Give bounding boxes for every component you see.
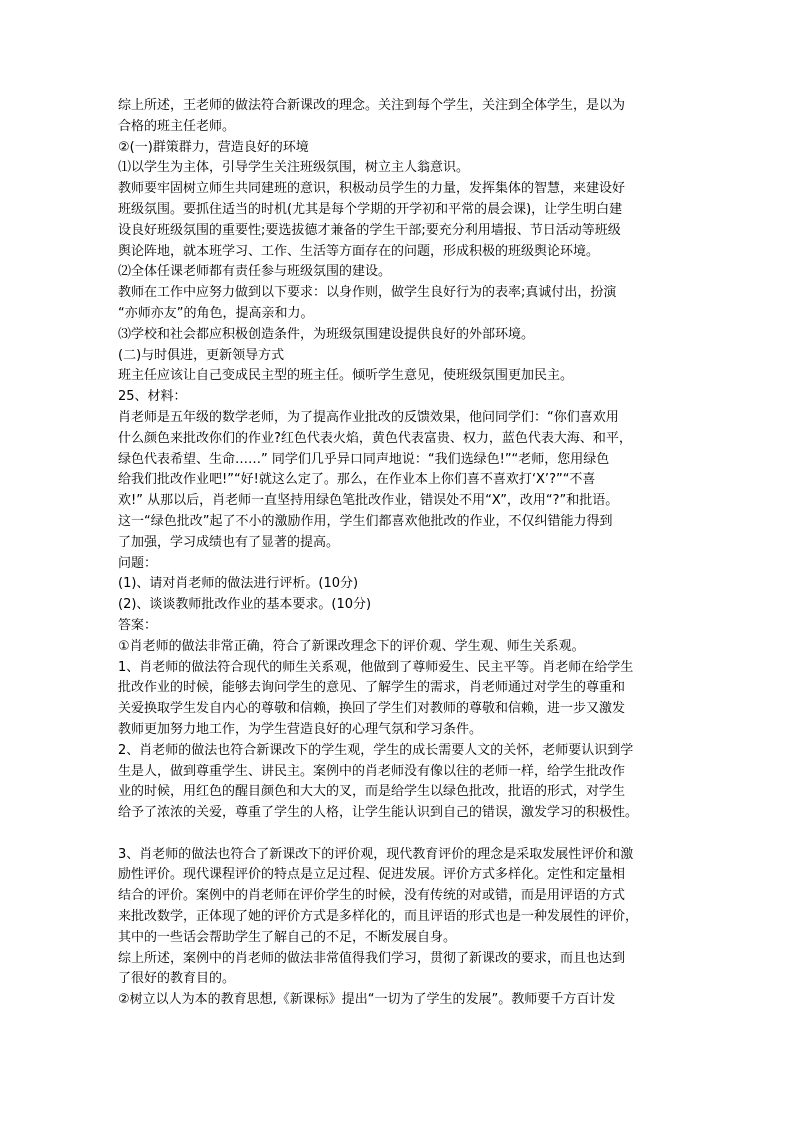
text-line: 生是人，做到尊重学生、讲民主。案例中的肖老师没有像以往的老师一样，给学生批改作 — [118, 763, 626, 779]
text-line: 班级氛围。要抓住适当的时机(尤其是每个学期的开学初和平常的晨会课)，让学生明白建 — [118, 201, 623, 217]
text-line: 欢!” 从那以后，肖老师一直坚持用绿色笔批改作业，错误处不用“X”，改用“?”和批语。 — [118, 493, 619, 509]
text-line: (2)、谈谈教师批改作业的基本要求。(10分) — [118, 597, 372, 613]
text-line: ①肖老师的做法非常正确，符合了新课改理念下的评价观、学生观、师生关系观。 — [118, 638, 585, 654]
text-line: 给我们批改作业吧!”“好!就这么定了。那么，在作业本上你们喜不喜欢打‘X’?”“不喜 — [118, 472, 596, 488]
text-line: 综上所述，王老师的做法符合新课改的理念。关注到每个学生，关注到全体学生，是以为 — [118, 98, 626, 113]
text-line: 教师在工作中应努力做到以下要求：以身作则，做学生良好行为的表率;真诚付出，扮演 — [118, 285, 617, 301]
text-line: 绿色代表希望、生命……” 同学们几乎异口同声地说：“我们选绿色!”“老师，您用绿色 — [118, 451, 610, 467]
text-line: “亦师亦友”的角色，提高亲和力。 — [118, 305, 314, 321]
text-line: 3、肖老师的做法也符合了新课改下的评价观，现代教育评价的理念是采取发展性评价和激 — [118, 846, 634, 862]
blank-line — [118, 824, 684, 845]
text-line: 教师要牢固树立师生共同建班的意识，积极动员学生的力量，发挥集体的智慧，来建设好 — [118, 181, 626, 197]
text-line: (二)与时俱进，更新领导方式 — [118, 347, 285, 363]
text-line: 关爱换取学生发自内心的尊敬和信赖，换回了学生们对教师的尊敬和信赖，进一步又激发 — [118, 701, 626, 717]
text-line: 问题： — [118, 555, 158, 571]
text-line: 综上所述，案例中的肖老师的做法非常值得我们学习，贯彻了新课改的要求，而且也达到 — [118, 950, 626, 966]
text-line: ⑶学校和社会都应积极创造条件，为班级氛围建设提供良好的外部环境。 — [118, 326, 535, 342]
text-line: 答案： — [118, 617, 158, 633]
text-line: ⑴以学生为主体，引导学生关注班级氛围，树立主人翁意识。 — [118, 160, 470, 176]
text-line: 1、肖老师的做法符合现代的师生关系观，他做到了尊师爱生、民主平等。肖老师在给学生 — [118, 659, 634, 675]
text-line: 了很好的教育目的。 — [118, 971, 236, 987]
text-line: 班主任应该让自己变成民主型的班主任。倾听学生意见，使班级氛围更加民主。 — [118, 368, 574, 384]
text-line: 给予了浓浓的关爱，尊重了学生的人格，让学生能认识到自己的错误，激发学习的积极性。 — [118, 805, 639, 821]
text-line: 设良好班级氛围的重要性;要选拔德才兼备的学生干部;要充分利用墙报、节日活动等班级 — [118, 222, 621, 238]
text-line: 来批改数学，正体现了她的评价方式是多样化的，而且评语的形式也是一种发展性的评价， — [118, 909, 639, 925]
text-line: 了加强，学习成绩也有了显著的提高。 — [118, 534, 340, 550]
text-line: 合格的班主任老师。 — [118, 118, 236, 134]
text-line: 业的时候，用红色的醒目颜色和大大的叉，而是给学生以绿色批改，批语的形式，对学生 — [118, 784, 626, 800]
document-body — [118, 96, 684, 1011]
text-line: 什么颜色来批改你们的作业?红色代表火焰，黄色代表富贵、权力，蓝色代表大海、和平， — [118, 430, 632, 446]
text-line: 这一“绿色批改”起了不小的激励作用，学生们都喜欢他批改的作业，不仅纠错能力得到 — [118, 513, 613, 529]
text-line: ②(一)群策群力，营造良好的环境 — [118, 139, 309, 155]
text-line: 结合的评价。案例中的肖老师在评价学生的时候，没有传统的对或错，而是用评语的方式 — [118, 888, 626, 904]
text-line: 教师更加努力地工作，为学生营造良好的心理气氛和学习条件。 — [118, 721, 483, 737]
text-line: 其中的一些话会帮助学生了解自己的不足，不断发展自身。 — [118, 929, 457, 945]
text-line: ②树立以人为本的教育思想,《新课标》提出“一切为了学生的发展”。教师要千方百计发 — [118, 992, 616, 1008]
text-line: (1)、请对肖老师的做法进行评析。(10分) — [118, 576, 359, 592]
text-line: 25、材料： — [118, 389, 187, 405]
text-line: 励性评价。现代课程评价的特点是立足过程、促进发展。评价方式多样化。定性和定量相 — [118, 867, 626, 883]
text-line: 2、肖老师的做法也符合新课改下的学生观，学生的成长需要人文的关怀，老师要认识到学 — [118, 742, 634, 758]
text-line: 舆论阵地，就本班学习、工作、生活等方面存在的问题，形成积极的班级舆论环境。 — [118, 243, 600, 259]
text-line: 批改作业的时候，能够去询问学生的意见、了解学生的需求，肖老师通过对学生的尊重和 — [118, 680, 626, 696]
text-line: ⑵全体任课老师都有责任参与班级氛围的建设。 — [118, 264, 392, 280]
text-line: 肖老师是五年级的数学老师，为了提高作业批改的反馈效果，他问同学们：“你们喜欢用 — [118, 409, 619, 425]
